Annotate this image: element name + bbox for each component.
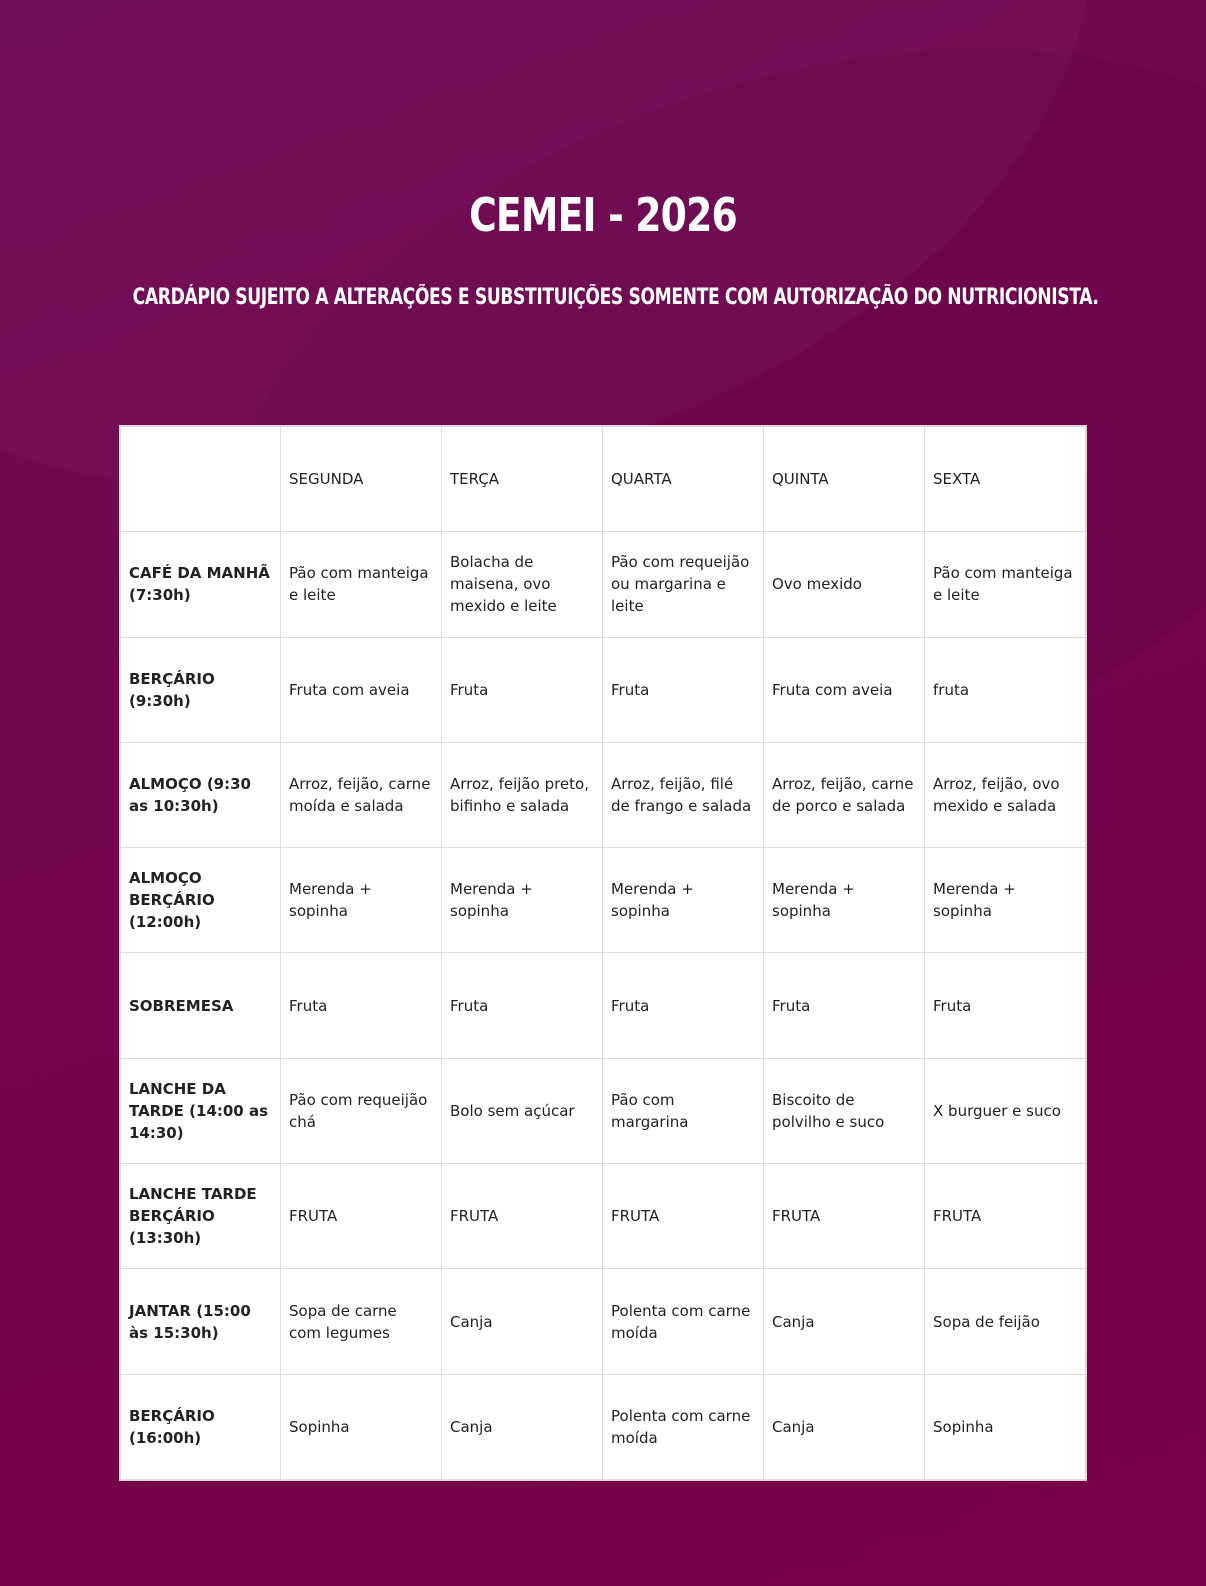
menu-cell: fruta [925, 637, 1086, 742]
menu-cell: FRUTA [764, 1164, 925, 1269]
menu-cell: Polenta com carne moída [603, 1269, 764, 1374]
menu-cell: Fruta [925, 953, 1086, 1058]
menu-cell: Pão com manteiga e leite [281, 532, 442, 637]
menu-cell: Canja [764, 1374, 925, 1479]
menu-cell: FRUTA [442, 1164, 603, 1269]
menu-cell: Merenda + sopinha [764, 848, 925, 953]
meal-label: JANTAR (15:00 às 15:30h) [121, 1269, 281, 1374]
day-header-quinta: QUINTA [764, 427, 925, 532]
menu-cell: Arroz, feijão, ovo mexido e salada [925, 742, 1086, 847]
table-row [121, 1164, 1086, 1269]
menu-cell: Merenda + sopinha [925, 848, 1086, 953]
menu-cell: Biscoito de polvilho e suco [764, 1058, 925, 1163]
table-row [121, 532, 1086, 637]
menu-cell: Bolo sem açúcar [442, 1058, 603, 1163]
menu-cell: Pão com manteiga e leite [925, 532, 1086, 637]
menu-cell: Merenda + sopinha [281, 848, 442, 953]
menu-cell: Fruta com aveia [281, 637, 442, 742]
menu-table [120, 426, 1086, 1480]
meal-label: BERÇÁRIO (16:00h) [121, 1374, 281, 1479]
menu-cell: Fruta [603, 637, 764, 742]
table-row [121, 1374, 1086, 1479]
meal-label: ALMOÇO BERÇÁRIO (12:00h) [121, 848, 281, 953]
menu-cell: Fruta [764, 953, 925, 1058]
menu-cell: X burguer e suco [925, 1058, 1086, 1163]
menu-cell: Sopa de carne com legumes [281, 1269, 442, 1374]
table-corner-cell [121, 427, 281, 532]
menu-cell: FRUTA [603, 1164, 764, 1269]
table-row [121, 1269, 1086, 1374]
day-header-segunda: SEGUNDA [281, 427, 442, 532]
menu-cell: Fruta [442, 953, 603, 1058]
menu-cell: Merenda + sopinha [603, 848, 764, 953]
menu-cell: Arroz, feijão preto, bifinho e salada [442, 742, 603, 847]
menu-cell: Fruta [603, 953, 764, 1058]
table-row [121, 637, 1086, 742]
page-subtitle: CARDÁPIO SUJEITO A ALTERAÇÕES E SUBSTITUIÇÕES SOMENTE COM AUTORIZAÇÃO DO NUTRICIONISTA. [132, 285, 1099, 310]
menu-cell: Ovo mexido [764, 532, 925, 637]
menu-cell: Polenta com carne moída [603, 1374, 764, 1479]
menu-cell: Arroz, feijão, carne moída e salada [281, 742, 442, 847]
menu-cell: Pão com requeijão ou margarina e leite [603, 532, 764, 637]
table-row [121, 742, 1086, 847]
menu-cell: Arroz, feijão, filé de frango e salada [603, 742, 764, 847]
menu-cell: Fruta [281, 953, 442, 1058]
menu-cell: Pão com margarina [603, 1058, 764, 1163]
day-header-terca: TERÇA [442, 427, 603, 532]
day-header-sexta: SEXTA [925, 427, 1086, 532]
meal-label: BERÇÁRIO (9:30h) [121, 637, 281, 742]
menu-cell: Sopinha [281, 1374, 442, 1479]
table-row [121, 953, 1086, 1058]
menu-cell: Fruta com aveia [764, 637, 925, 742]
menu-cell: FRUTA [925, 1164, 1086, 1269]
menu-cell: Sopinha [925, 1374, 1086, 1479]
menu-cell: Canja [764, 1269, 925, 1374]
meal-label: ALMOÇO (9:30 as 10:30h) [121, 742, 281, 847]
day-header-quarta: QUARTA [603, 427, 764, 532]
meal-label: CAFÉ DA MANHÃ (7:30h) [121, 532, 281, 637]
menu-cell: FRUTA [281, 1164, 442, 1269]
meal-label: LANCHE TARDE BERÇÁRIO (13:30h) [121, 1164, 281, 1269]
menu-cell: Canja [442, 1269, 603, 1374]
meal-label: SOBREMESA [121, 953, 281, 1058]
menu-cell: Bolacha de maisena, ovo mexido e leite [442, 532, 603, 637]
menu-cell: Merenda + sopinha [442, 848, 603, 953]
table-row [121, 1058, 1086, 1163]
menu-cell: Pão com requeijão chá [281, 1058, 442, 1163]
menu-cell: Fruta [442, 637, 603, 742]
table-row [121, 848, 1086, 953]
page-title: CEMEI - 2026 [469, 188, 737, 242]
meal-label: LANCHE DA TARDE (14:00 as 14:30) [121, 1058, 281, 1163]
menu-cell: Canja [442, 1374, 603, 1479]
menu-cell: Sopa de feijão [925, 1269, 1086, 1374]
menu-cell: Arroz, feijão, carne de porco e salada [764, 742, 925, 847]
table-header-row [121, 427, 1086, 532]
